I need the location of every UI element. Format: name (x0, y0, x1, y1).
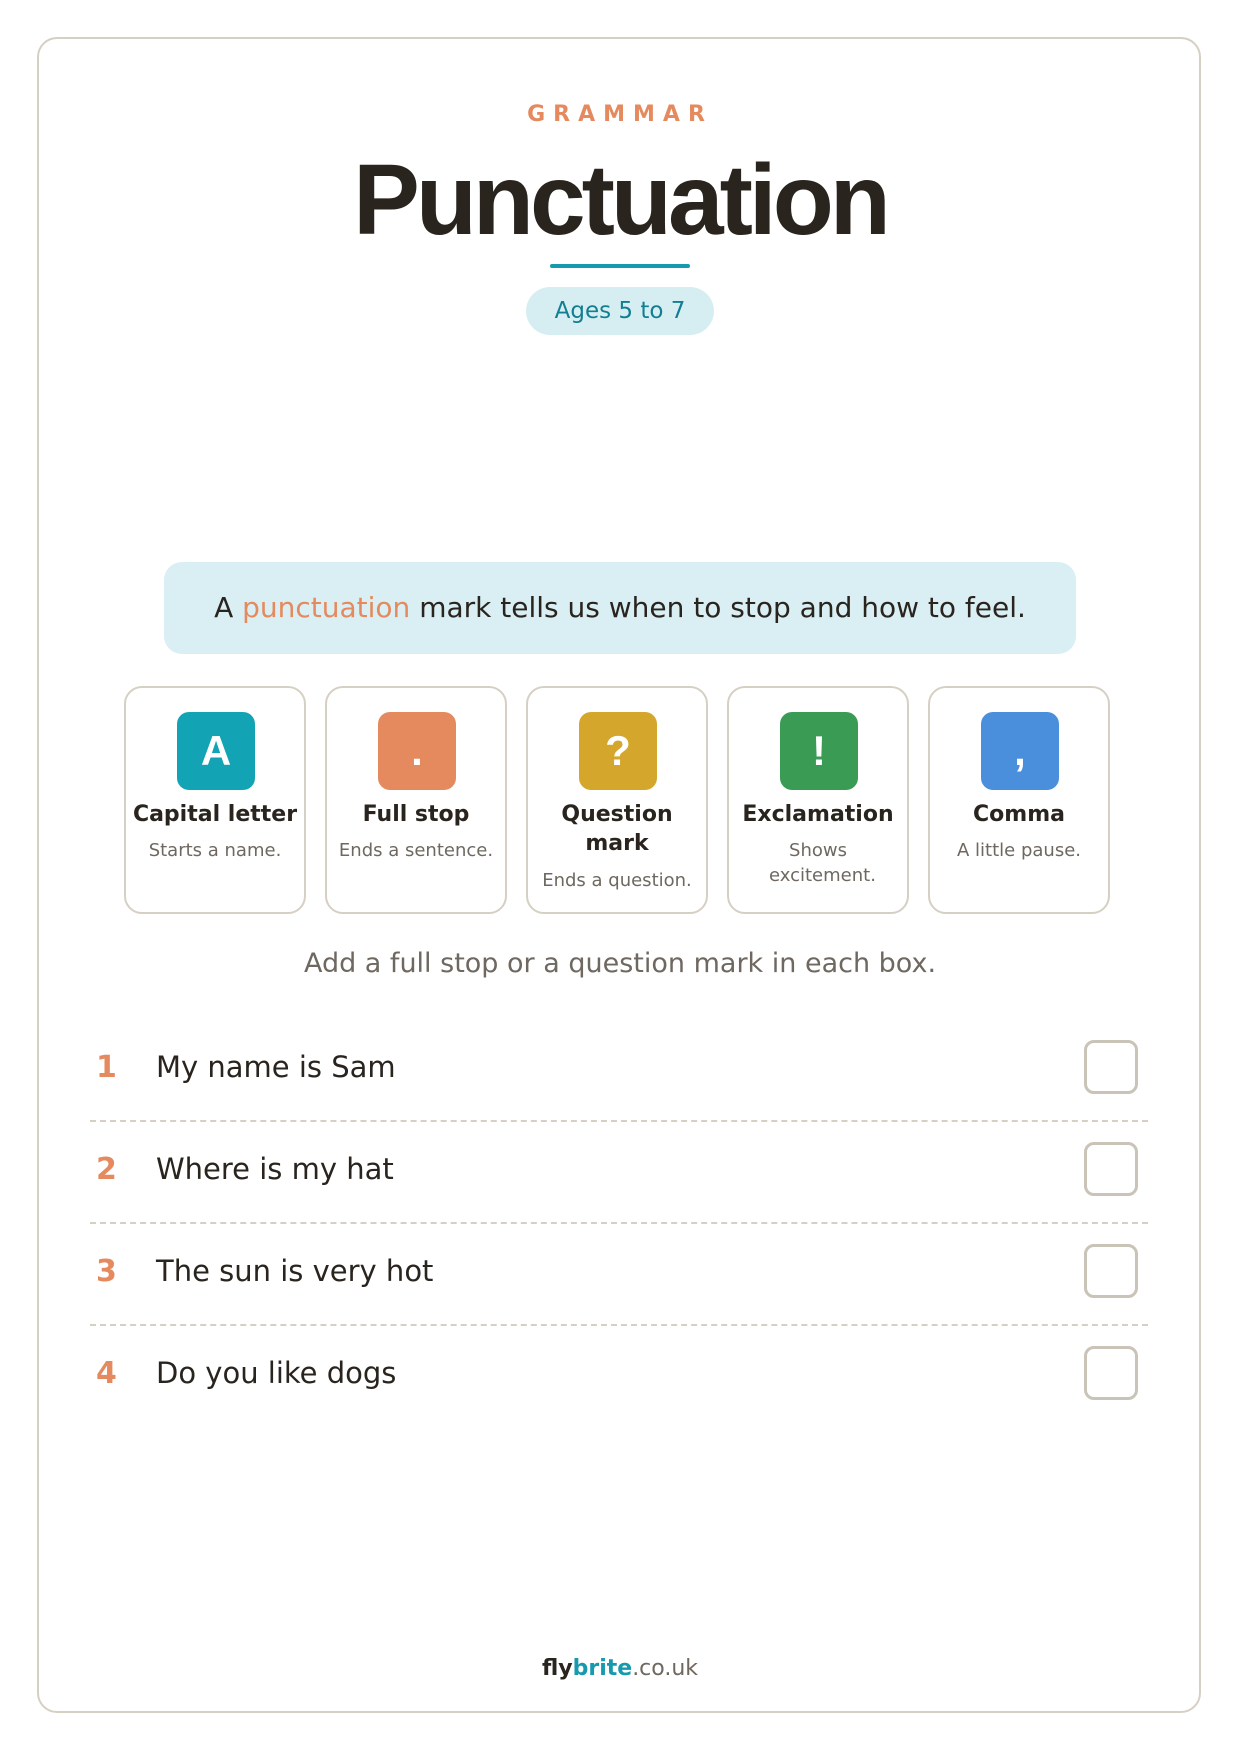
mark-description: Shows excitement. (769, 840, 876, 886)
question-row (90, 1224, 1148, 1326)
question-text: The sun is very hot (156, 1254, 434, 1288)
exclamation-icon: ! (780, 712, 858, 790)
question-number: 4 (96, 1356, 117, 1391)
mark-description: Ends a sentence. (338, 840, 494, 861)
title-underline (550, 264, 690, 268)
mark-description: Starts a name. (148, 840, 282, 861)
mark-name: Question mark (561, 802, 673, 856)
age-badge: Ages 5 to 7 (526, 287, 714, 335)
answer-box[interactable] (1084, 1244, 1138, 1298)
mark-card-exclamation (727, 686, 909, 914)
mark-name: Exclamation (742, 802, 894, 827)
mark-name: Capital letter (132, 802, 298, 827)
brand-fly: fly (541, 1656, 573, 1681)
full-stop-icon: . (378, 712, 456, 790)
question-row (90, 1020, 1148, 1122)
capital-letter-icon: A (177, 712, 255, 790)
question-number: 1 (96, 1050, 117, 1085)
mark-card-comma (928, 686, 1110, 914)
brand-brite: brite (572, 1656, 633, 1681)
mark-card-full-stop (325, 686, 507, 914)
brand-domain: .co.uk (632, 1656, 699, 1681)
intro-text-before: A (214, 591, 243, 624)
mark-name: Full stop (362, 802, 470, 827)
question-row (90, 1326, 1148, 1428)
page-title: Punctuation (353, 144, 887, 256)
subject-label: GRAMMAR (527, 102, 713, 127)
intro-callout (164, 562, 1076, 654)
question-text: Where is my hat (156, 1152, 394, 1186)
mark-card-question-mark (526, 686, 708, 914)
footer-brand (0, 1656, 1240, 1681)
exercise-instruction: Add a full stop or a question mark in each box. (303, 948, 937, 979)
answer-box[interactable] (1084, 1142, 1138, 1196)
question-mark-icon: ? (579, 712, 657, 790)
answer-box[interactable] (1084, 1040, 1138, 1094)
question-number: 3 (96, 1254, 117, 1289)
question-text: Do you like dogs (156, 1356, 397, 1390)
mark-card-capital-letter (124, 686, 306, 914)
question-number: 2 (96, 1152, 117, 1187)
mark-name: Comma (973, 802, 1065, 827)
question-row (90, 1122, 1148, 1224)
comma-icon: , (981, 712, 1059, 790)
intro-text-after: mark tells us when to stop and how to feel. (410, 591, 1026, 624)
question-text: My name is Sam (156, 1050, 396, 1084)
answer-box[interactable] (1084, 1346, 1138, 1400)
intro-highlight: punctuation (242, 591, 411, 624)
mark-description: A little pause. (957, 840, 1081, 861)
mark-description: Ends a question. (542, 870, 692, 891)
